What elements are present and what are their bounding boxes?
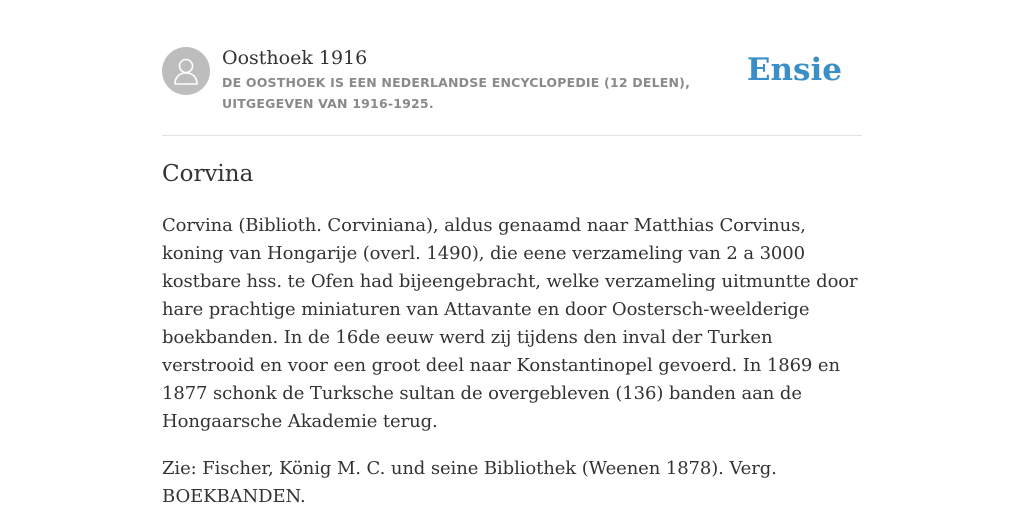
- source-header: [162, 46, 862, 116]
- avatar[interactable]: [162, 47, 210, 95]
- source-description: DE OOSTHOEK IS EEN NEDERLANDSE ENCYCLOPEDIE (12 DELEN), UITGEGEVEN VAN 1916-1925.: [222, 75, 691, 111]
- user-icon: [172, 56, 200, 86]
- article-paragraph: Zie: Fischer, König M. C. und seine Bibliothek (Weenen 1878). Verg. BOEKBANDEN.: [162, 458, 777, 507]
- article-title: Corvina: [162, 161, 254, 187]
- article-body: [162, 212, 868, 530]
- header-divider: [162, 135, 862, 136]
- article-paragraph: Corvina (Biblioth. Corviniana), aldus genaamd naar Matthias Corvinus, koning van Hongarije (overl. 1490), die eene verzameling van 2 a 3000 kostbare hss. te Ofen had bijeengebracht, welke verzameling uitmuntte door hare prachtige miniaturen van Attavante en door Oostersch-weelderige boekbanden. In de 16de eeuw werd zij tijdens den inval der Turken verstrooid en voor een groot deel naar Konstantinopel gevoerd. In 1869 en 1877 schonk de Turksche sultan de overgebleven (136) banden aan de Hongaarsche Akademie terug.: [162, 215, 858, 432]
- source-title[interactable]: Oosthoek 1916: [222, 47, 368, 69]
- brand-logo[interactable]: Ensie: [746, 52, 842, 88]
